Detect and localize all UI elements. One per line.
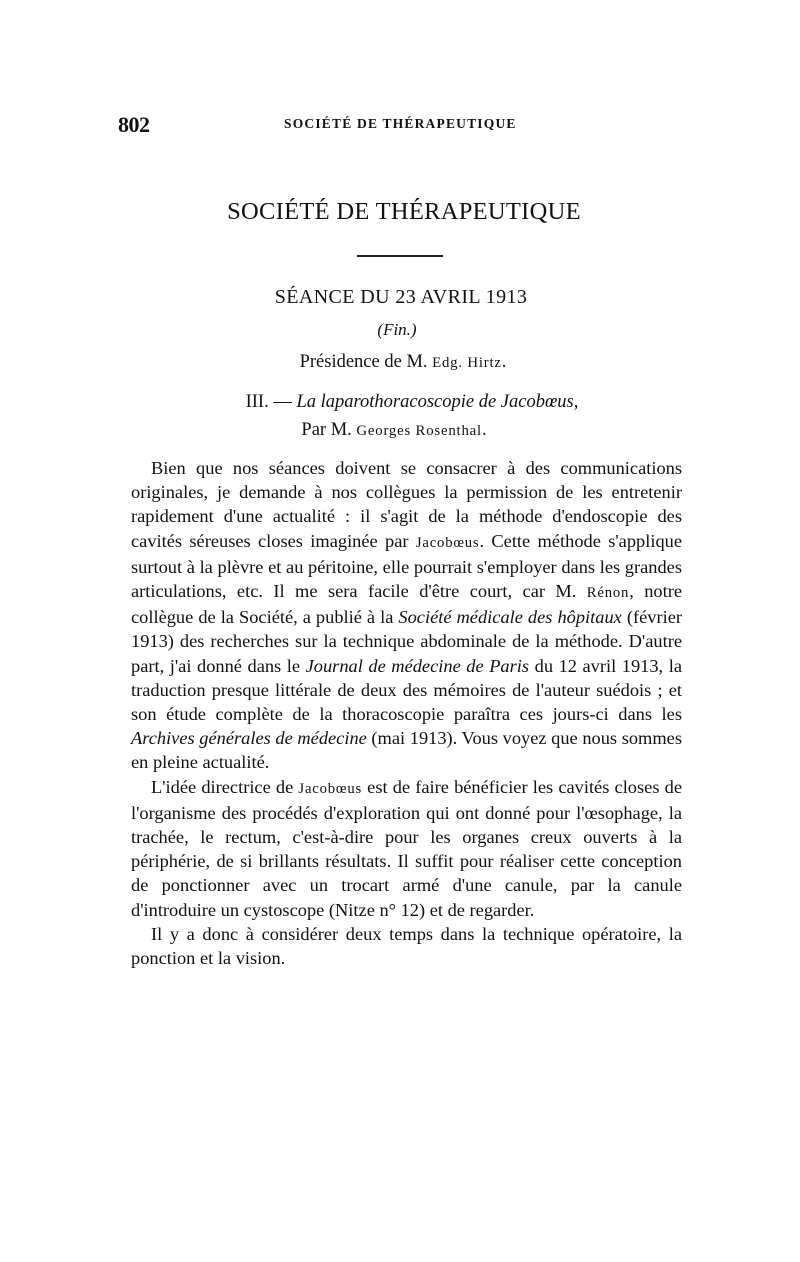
running-head — [118, 112, 682, 136]
paragraph-3: Il y a donc à considérer deux temps dans la technique opératoire, la ponction et la vision. — [131, 923, 682, 969]
section-title: SOCIÉTÉ DE THÉRAPEUTIQUE — [227, 198, 581, 225]
author-name: Georges Rosenthal — [356, 423, 482, 439]
presidence-prefix: Présidence de M. — [299, 352, 433, 372]
name-jacoboeus: Jacobœus — [298, 780, 362, 797]
paragraph-1-part-a: Bien que nos séances doivent se consacrer à des communications originales, je demande à nos collègues la permission de les entretenir rapidement d'une actualité : il s'agit de la méthode d'endoscopie des cavités séreuses closes imaginée par — [131, 458, 682, 551]
journal-medecine-paris: Journal de médecine de Paris — [305, 655, 530, 676]
running-title: SOCIÉTÉ DE THÉRAPEUTIQUE — [284, 116, 517, 131]
name-jacoboeus: Jacobœus — [415, 534, 480, 551]
article-number: III. — — [245, 392, 297, 412]
paragraph-2-part-a: L'idée directrice de — [151, 776, 299, 797]
journal-archives-generales: Archives générales de médecine — [131, 728, 367, 749]
body-text — [131, 456, 682, 970]
presidence-suffix: . — [501, 352, 507, 372]
article-title-text: La laparothoracoscopie de Jacobœus, — [296, 392, 579, 412]
paragraph-1-part-e: du 12 avril 1913, la traduction presque littérale de deux des mémoires de l'auteur suédois ; et son étude complète de la thoracoscopie paraîtra ces jours-ci dans les — [131, 655, 682, 725]
paragraph-1-part-c: , notre collègue de la Société, a publié à la — [131, 581, 682, 628]
paragraph-1-part-f: (mai 1913). Vous voyez que nous sommes en pleine actualité. — [131, 728, 682, 773]
paragraph-2 — [131, 775, 682, 922]
president-name: Edg. Hirtz — [432, 355, 502, 371]
title-divider — [357, 255, 443, 257]
author-prefix: Par M. — [301, 420, 357, 440]
paragraph-1 — [131, 456, 682, 775]
author-suffix: . — [481, 420, 487, 440]
presidence-line — [0, 352, 800, 373]
paragraph-1-part-d: (février 1913) des recherches sur la technique abdominale de la méthode. D'autre part, j'ai donné dans le — [131, 607, 682, 676]
paragraph-2-part-b: est de faire bénéficier les cavités closes de l'organisme des procédés d'exploration qui ont donné pour l'œsophage, la trachée, le rectum, c'est-à-dire pour les organes creux ouverts à la périphérie, de si brillants résultats. Il suffit pour réaliser cette conception de ponctionner avec un trocart armé d'une canule, par la canule d'introduire un cystoscope (Nitze n° 12) et de regarder. — [131, 776, 682, 920]
article-author — [0, 420, 800, 441]
fin-note: (Fin.) — [377, 320, 417, 339]
article-title — [0, 392, 800, 413]
paragraph-1-part-b: . Cette méthode s'applique surtout à la plèvre et au péritoine, elle pourrait s'employer dans les grandes articulations, etc. Il me sera facile d'être court, car M. — [131, 530, 683, 602]
name-renon: Rénon — [586, 585, 630, 602]
seance-heading: SÉANCE DU 23 AVRIL 1913 — [274, 286, 528, 308]
page-number: 802 — [118, 112, 150, 137]
journal-societe-medicale: Société médicale des hôpitaux — [398, 607, 622, 628]
